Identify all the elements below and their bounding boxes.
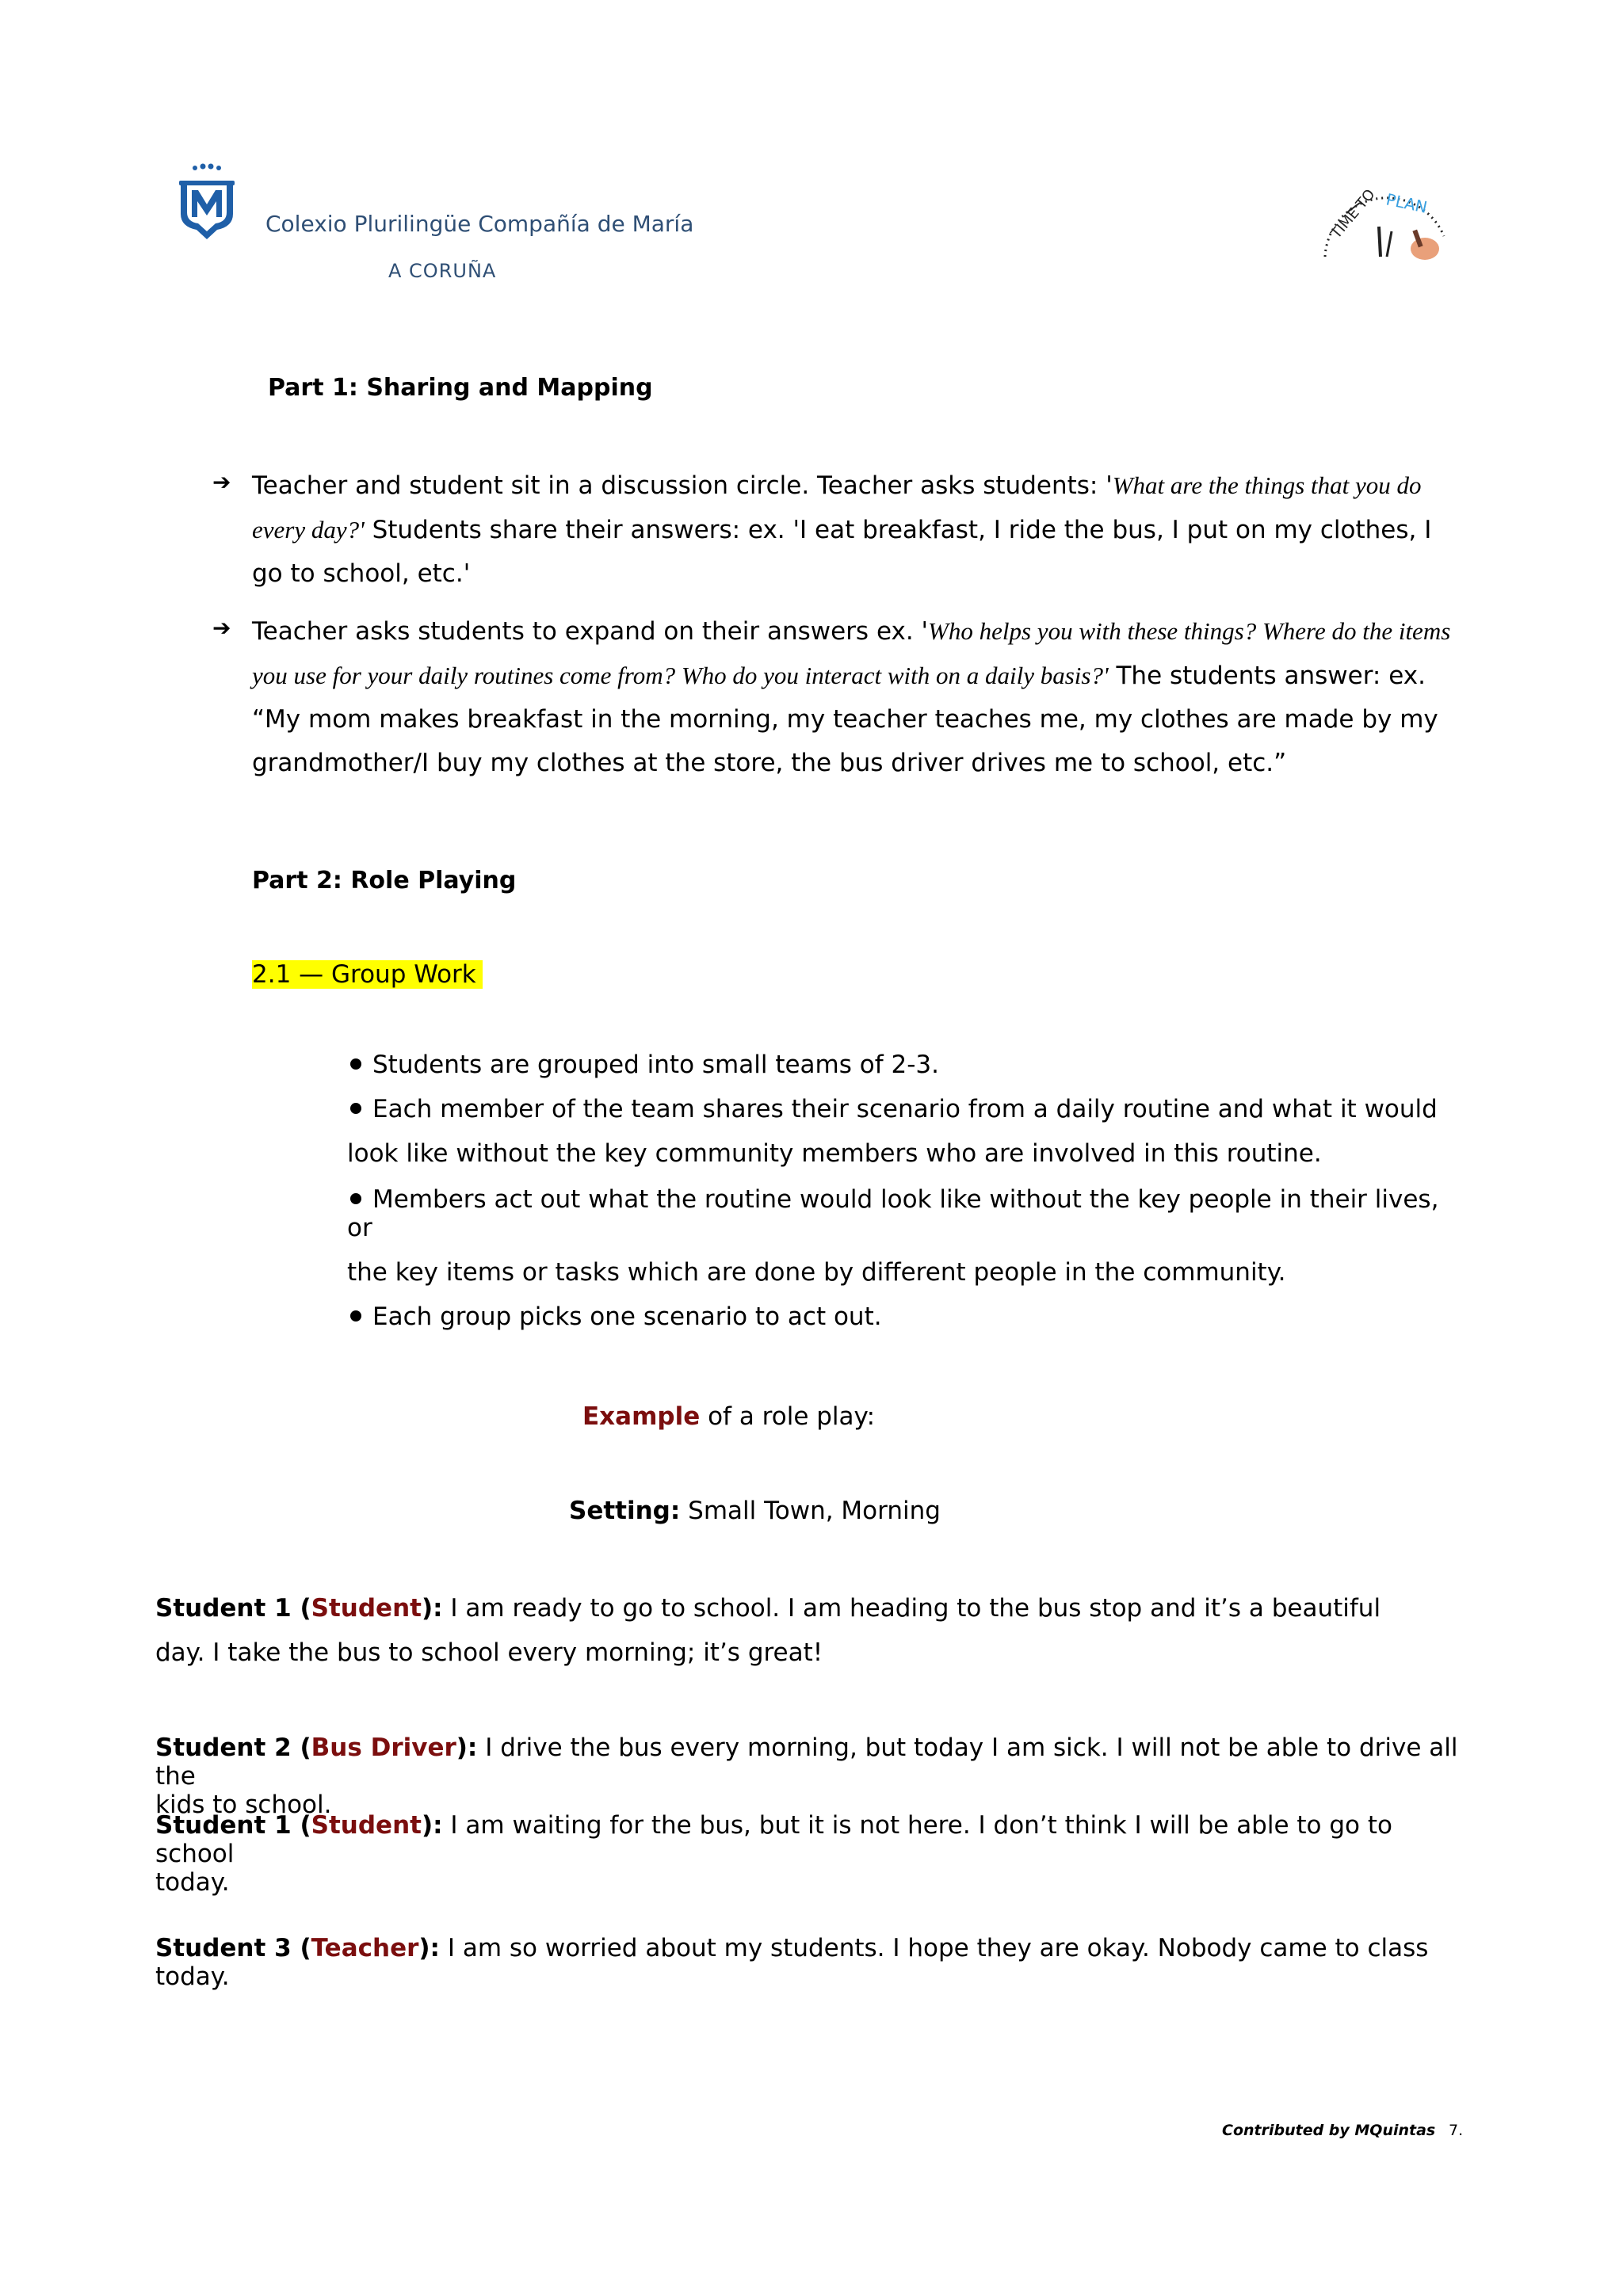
- bullet-dot-icon: [350, 1310, 361, 1322]
- svg-text:TIME TO: TIME TO: [1327, 185, 1379, 242]
- school-logo: [173, 163, 241, 242]
- part2-heading: Part 2: Role Playing: [252, 867, 517, 894]
- school-city: A CORUÑA: [388, 260, 497, 282]
- example-line: Example of a role play:: [582, 1402, 876, 1431]
- list-item-continuation: the key items or tasks which are done by different people in the community.: [347, 1258, 1286, 1287]
- list-item: Each member of the team shares their scenario from a daily routine and what it would: [347, 1095, 1438, 1123]
- list-item-continuation: or: [347, 1214, 372, 1242]
- group-work-subheading: 2.1 — Group Work: [252, 960, 483, 989]
- dialog-line-4: Student 3 (Teacher): I am so worried about my students. I hope they are okay. Nobody came to class today.: [155, 1934, 1429, 1991]
- part1-heading: Part 1: Sharing and Mapping: [268, 374, 653, 402]
- bullet-dot-icon: [350, 1103, 361, 1114]
- bullet-dot-icon: [350, 1058, 361, 1070]
- arrow-bullet-icon: ➔: [212, 469, 231, 495]
- time-to-plan-logo: [1316, 181, 1450, 261]
- page-number: 7.: [1449, 2122, 1464, 2139]
- dialog-line-3: Student 1 (Student): I am waiting for the bus, but it is not here. I don’t think I will be able to go to school today.: [155, 1811, 1392, 1897]
- list-item: Each group picks one scenario to act out.: [347, 1302, 882, 1331]
- arrow-bullet-icon: ➔: [212, 615, 231, 641]
- part1-bullet-2: Teacher asks students to expand on their answers ex. 'Who helps you with these things? Where do the items you use for your daily routines come from? Who do you interact with on a daily basis?' The students answer: ex. “My mom makes breakfast in the morning, my teacher teaches me, my clothes are made by my grandmother/I buy my clothes at the store, the bus driver drives me to school, etc.”: [252, 617, 1451, 777]
- footer-contributor: Contributed by MQuintas: [1222, 2122, 1436, 2139]
- dialog-line-1: Student 1 (Student): I am ready to go to school. I am heading to the bus stop and it’s a beautiful day. I take the bus to school every morning; it’s great!: [155, 1594, 1381, 1667]
- school-name: Colexio Plurilingüe Compañía de María: [265, 211, 694, 237]
- setting-line: Setting: Small Town, Morning: [569, 1497, 941, 1525]
- list-item: Members act out what the routine would look like without the key people in their lives,: [347, 1185, 1438, 1214]
- bullet-dot-icon: [350, 1193, 361, 1204]
- dialog-line-2: Student 2 (Bus Driver): I drive the bus every morning, but today I am sick. I will not be able to drive all the kids to school.: [155, 1733, 1458, 1819]
- list-item-continuation: look like without the key community members who are involved in this routine.: [347, 1139, 1322, 1168]
- svg-text:PLAN: PLAN: [1384, 189, 1430, 217]
- part1-bullet-1: Teacher and student sit in a discussion circle. Teacher asks students: 'What are the things that you do every day?' Students share their answers: ex. 'I eat breakfast, I ride the bus, I put on my clothes, I go to school, etc.': [252, 471, 1432, 588]
- list-item: Students are grouped into small teams of 2-3.: [347, 1051, 939, 1079]
